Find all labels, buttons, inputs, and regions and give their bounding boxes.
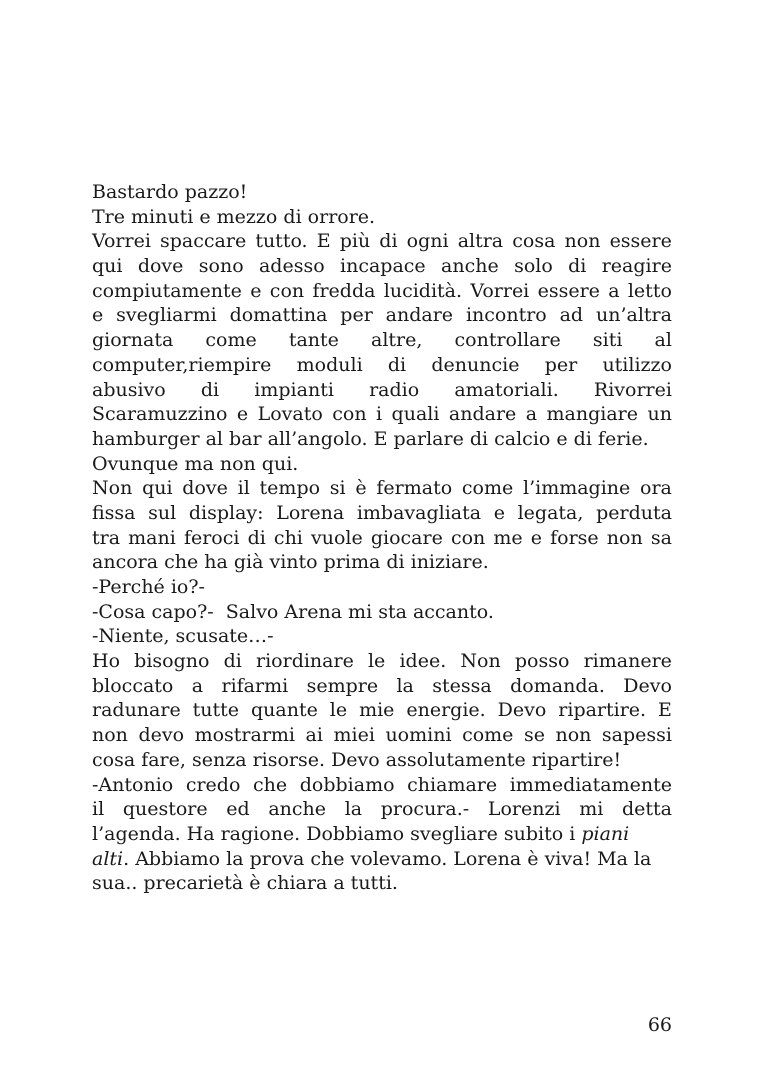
word: abusivo — [92, 378, 166, 401]
word: compiutamente — [92, 279, 242, 302]
word: con — [332, 403, 367, 426]
word: svegliarmi — [116, 304, 217, 327]
word: a — [525, 403, 538, 426]
word: bloccato — [92, 674, 174, 697]
word: Rivorrei — [593, 378, 672, 401]
word: con — [269, 279, 305, 302]
word: radunare — [92, 699, 181, 722]
word: e — [493, 501, 505, 524]
word: letto — [627, 279, 672, 302]
word: energie. — [406, 699, 486, 722]
text-line: Ovunque ma non qui. — [92, 452, 299, 475]
word: imbavagliata — [356, 501, 482, 524]
text-line — [92, 698, 672, 723]
text-line — [92, 526, 672, 551]
word: ad — [559, 304, 584, 327]
word: mani — [128, 526, 176, 549]
word: quante — [251, 699, 318, 722]
word: bisogno — [134, 650, 210, 673]
word: al — [654, 329, 672, 352]
word: impianti — [254, 378, 334, 401]
word: chi — [273, 526, 303, 549]
text-line: -Perché io?- — [92, 576, 205, 598]
word: -Antonio — [92, 773, 174, 796]
word: detta — [621, 798, 672, 821]
word: sempre — [306, 674, 379, 697]
word: dobbiamo — [299, 773, 395, 796]
word: uomini — [385, 724, 452, 747]
word: giornata — [92, 329, 174, 352]
word: il — [237, 477, 250, 500]
word: moduli — [296, 353, 363, 376]
word: Non — [460, 650, 501, 673]
word: dove — [182, 477, 228, 500]
word: è — [355, 477, 367, 500]
word: Devo — [497, 699, 547, 722]
word: radio — [369, 378, 420, 401]
word: sa — [650, 526, 672, 549]
word: credo — [185, 773, 241, 796]
word: mostrarmi — [194, 724, 296, 747]
word: Devo — [623, 674, 672, 697]
text-line — [92, 797, 672, 822]
word: la — [396, 674, 414, 697]
word: Lorena — [276, 501, 345, 524]
word: feroci — [183, 526, 240, 549]
word: mangiare — [546, 403, 638, 426]
word: display: — [188, 501, 264, 524]
italic-segment: alti — [92, 847, 124, 870]
word: domanda. — [510, 674, 605, 697]
text-line: sua.. precarietà è chiara a tutti. — [92, 872, 398, 895]
word: E — [316, 230, 331, 253]
page-number: 66 — [647, 1014, 672, 1036]
word: l’immagine — [523, 477, 631, 500]
word: mi — [579, 798, 604, 821]
word: ai — [305, 724, 323, 747]
text-line: cosa fare, senza risorse. Devo assolutamente ripartire! — [92, 748, 622, 771]
word: per — [544, 353, 578, 376]
text-line: hamburger al bar all’angolo. E parlare di calcio e di ferie. — [92, 427, 649, 450]
word: Lovato — [257, 403, 323, 426]
word: lucidità. — [383, 279, 463, 302]
word: e — [236, 403, 249, 426]
word: idee. — [399, 650, 447, 673]
word: come — [461, 477, 514, 500]
word: di — [200, 378, 220, 401]
word: solo — [514, 255, 553, 278]
word: Non — [92, 477, 133, 500]
word: devo — [138, 724, 185, 747]
word: immediatamente — [509, 773, 672, 796]
text-line — [92, 847, 672, 872]
text-line — [92, 773, 672, 798]
word: di — [568, 255, 587, 278]
word: se — [523, 724, 545, 747]
word: ogni — [406, 230, 449, 253]
word: vuole — [311, 526, 363, 549]
word: fissa — [92, 501, 136, 524]
word: tante — [288, 329, 339, 352]
word: Lorenzi — [487, 798, 561, 821]
text-line — [92, 476, 672, 501]
word: incapace — [340, 255, 426, 278]
word: le — [367, 650, 386, 673]
word: sono — [198, 255, 244, 278]
word: Vorrei — [92, 230, 151, 253]
text-line — [92, 303, 672, 328]
word: andare — [448, 403, 517, 426]
word: stessa — [432, 674, 492, 697]
word: i — [376, 403, 383, 426]
word: Scaramuzzino — [92, 403, 228, 426]
word: che — [253, 773, 288, 796]
word: mie — [359, 699, 395, 722]
text-line: -Niente, scusate…- — [92, 625, 274, 648]
word: me — [493, 526, 523, 549]
word: anche — [268, 798, 327, 821]
word: riordinare — [256, 650, 354, 673]
word: legata, — [517, 501, 584, 524]
word: di — [379, 230, 398, 253]
word: amatoriali. — [454, 378, 559, 401]
word: altra — [457, 230, 504, 253]
word: ora — [640, 477, 672, 500]
text-line — [92, 822, 672, 847]
word: per — [340, 304, 373, 327]
word: posso — [514, 650, 570, 673]
word: denuncie — [431, 353, 520, 376]
word: chiamare — [407, 773, 498, 796]
text-line — [92, 402, 672, 427]
word: E — [658, 699, 672, 722]
word: ed — [226, 798, 250, 821]
word: Vorrei — [470, 279, 530, 302]
word: utilizzo — [602, 353, 672, 376]
word: tra — [92, 526, 121, 549]
text-line — [92, 328, 672, 353]
word: qui — [92, 255, 123, 278]
word: domattina — [229, 304, 328, 327]
word: giocare — [370, 526, 443, 549]
text-segment: . Abbiamo la prova che volevamo. Lorena è viva! Ma la — [123, 847, 652, 870]
word: il — [92, 798, 105, 821]
word: fermato — [376, 477, 453, 500]
word: e — [250, 279, 262, 302]
text-line — [92, 279, 672, 304]
word: qui — [142, 477, 173, 500]
text-line: -Cosa capo?- Salvo Arena mi sta accanto. — [92, 600, 494, 623]
word: e — [92, 304, 104, 327]
text-line — [92, 229, 672, 254]
text-line — [92, 378, 672, 403]
word: tempo — [259, 477, 321, 500]
text-line: Tre minuti e mezzo di orrore. — [92, 205, 376, 228]
text-line — [92, 501, 672, 526]
word: di — [247, 526, 266, 549]
body-text — [92, 180, 672, 896]
word: e — [530, 526, 542, 549]
word: di — [223, 650, 242, 673]
word: le — [329, 699, 348, 722]
word: un — [647, 403, 672, 426]
word: non — [92, 724, 128, 747]
word: come — [205, 329, 257, 352]
word: non — [606, 526, 643, 549]
word: perduta — [596, 501, 672, 524]
word: altre, — [371, 329, 423, 352]
word: rifarmi — [221, 674, 289, 697]
word: sapessi — [601, 724, 672, 747]
word: di — [387, 353, 407, 376]
word: tutto. — [255, 230, 308, 253]
word: forse — [550, 526, 599, 549]
word: incontro — [465, 304, 547, 327]
word: un’altra — [595, 304, 672, 327]
word: controllare — [454, 329, 561, 352]
word: essere — [609, 230, 672, 253]
word: non — [564, 230, 601, 253]
word: ripartire. — [558, 699, 647, 722]
text-line — [92, 353, 672, 378]
word: questore — [122, 798, 208, 821]
word: si — [329, 477, 346, 500]
word: miei — [333, 724, 375, 747]
text-line — [92, 254, 672, 279]
word: a — [191, 674, 204, 697]
word: come — [462, 724, 514, 747]
word: reagire — [601, 255, 672, 278]
word: spaccare — [160, 230, 247, 253]
word: essere — [537, 279, 600, 302]
word: fredda — [312, 279, 376, 302]
text-line — [92, 649, 672, 674]
word: siti — [592, 329, 623, 352]
word: dove — [137, 255, 184, 278]
word: quali — [391, 403, 440, 426]
word: adesso — [258, 255, 325, 278]
text-line — [92, 723, 672, 748]
word: più — [339, 230, 371, 253]
text-line: Bastardo pazzo! — [92, 181, 248, 203]
word: cosa — [512, 230, 556, 253]
word: sul — [148, 501, 177, 524]
word: computer,riempire — [92, 353, 272, 376]
word: anche — [441, 255, 499, 278]
word: tutte — [192, 699, 240, 722]
word: con — [450, 526, 486, 549]
word: la — [344, 798, 363, 821]
word: a — [608, 279, 620, 302]
text-line: ancora che ha già vinto prima di iniziare. — [92, 551, 489, 574]
italic-segment: piani — [581, 822, 630, 845]
text-line — [92, 674, 672, 699]
word: non — [555, 724, 592, 747]
word: procura.- — [380, 798, 470, 821]
word: Ho — [92, 650, 121, 673]
word: rimanere — [583, 650, 672, 673]
text-segment: l’agenda. Ha ragione. Dobbiamo svegliare subito i — [92, 822, 582, 845]
word: andare — [385, 304, 454, 327]
